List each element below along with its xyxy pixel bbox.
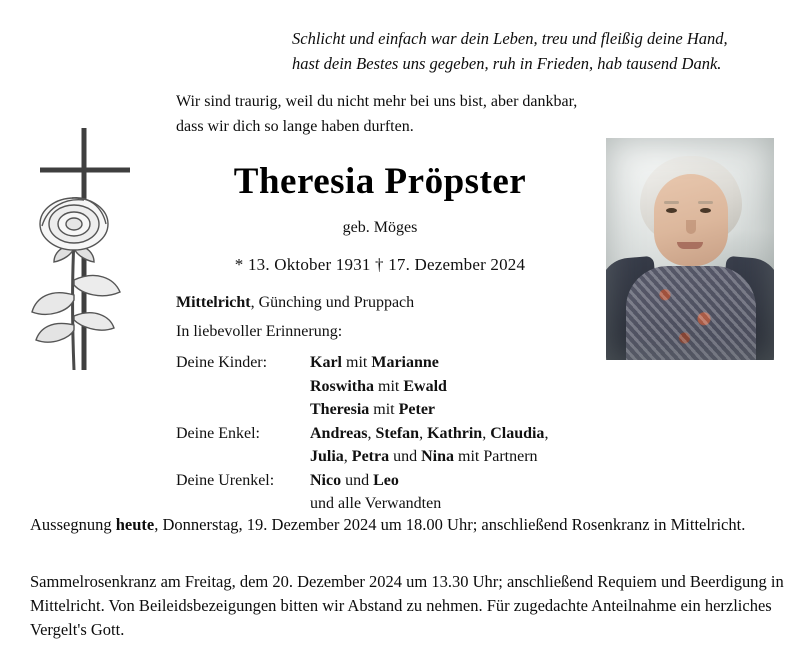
emphasis-text: heute xyxy=(115,515,155,534)
family-group-members xyxy=(310,351,636,422)
rose-icon xyxy=(32,198,120,370)
plain-text: und alle Verwandten xyxy=(310,495,442,512)
emphasis-text: Leo xyxy=(373,471,399,489)
emphasis-text: Ewald xyxy=(403,377,447,395)
memory-line: In liebevoller Erinnerung: xyxy=(176,323,343,340)
memorial-intro xyxy=(176,89,606,139)
emphasis-text: Julia xyxy=(310,448,344,465)
places-secondary: , Günching und Pruppach xyxy=(250,294,415,311)
emphasis-text: Theresia xyxy=(310,401,370,418)
verse-line-1: Schlicht und einfach war dein Leben, treu und fleißig deine Hand, xyxy=(292,29,728,48)
plain-text: , Donnerstag, 19. Dezember 2024 um 18.00 Uhr; anschließend Rosenkranz in Mittelricht. xyxy=(154,515,746,534)
rosenkranz-paragraph xyxy=(30,570,790,642)
intro-line-2: dass wir dich so lange haben durften. xyxy=(176,118,414,135)
family-group xyxy=(176,351,636,422)
emphasis-text: Stefan xyxy=(375,424,420,442)
emphasis-text: Kathrin xyxy=(427,424,483,442)
family-member-line xyxy=(310,422,636,446)
life-dates: * 13. Oktober 1931 † 17. Dezember 2024 xyxy=(234,255,526,274)
plain-text: und xyxy=(341,471,374,489)
memorial-verse xyxy=(292,26,792,76)
cross-rose-artwork xyxy=(22,120,172,490)
family-member-line xyxy=(310,469,636,493)
emphasis-text: Nina xyxy=(421,448,455,465)
family-group-label: Deine Urenkel: xyxy=(176,471,275,489)
plain-text: , xyxy=(419,424,428,442)
emphasis-text: Karl xyxy=(310,354,342,371)
plain-text: , xyxy=(367,424,376,442)
plain-text: , xyxy=(482,424,491,442)
plain-text: Sammelrosenkranz am Freitag, dem 20. Dezember 2024 um 13.30 Uhr; anschließend Requiem und Beerdigung in Mittelricht. Von Beileidsbezeigungen bitten wir Abstand zu nehmen. Für zugedachte Anteilnahme ein herzliches Vergelt's Gott. xyxy=(30,572,784,639)
emphasis-text: Peter xyxy=(398,401,436,418)
family-group-label: Deine Kinder: xyxy=(176,354,268,371)
family-member-line xyxy=(310,351,636,375)
plain-text: mit xyxy=(374,377,404,395)
emphasis-text: Marianne xyxy=(371,354,439,371)
emphasis-text: Claudia xyxy=(490,424,545,442)
family-group xyxy=(176,422,636,469)
plain-text: mit Partnern xyxy=(454,448,538,465)
plain-text: mit xyxy=(369,401,399,418)
emphasis-text: Roswitha xyxy=(310,377,375,395)
family-group-members xyxy=(310,422,636,469)
emphasis-text: Petra xyxy=(351,448,390,465)
family-member-line xyxy=(310,398,636,422)
portrait-photo xyxy=(606,138,774,360)
plain-text: , xyxy=(544,424,549,442)
plain-text: , xyxy=(343,448,352,465)
maiden-name: geb. Möges xyxy=(342,219,418,236)
family-group-members xyxy=(310,469,636,516)
intro-line-1: Wir sind traurig, weil du nicht mehr bei uns bist, aber dankbar, xyxy=(176,93,578,110)
family-list xyxy=(176,351,636,516)
family-member-line xyxy=(310,492,636,516)
emphasis-text: Nico xyxy=(310,471,342,489)
family-member-line xyxy=(310,445,636,469)
plain-text: und xyxy=(389,448,422,465)
places-line xyxy=(176,294,414,312)
verse-line-2: hast dein Bestes uns gegeben, ruh in Frieden, hab tausend Dank. xyxy=(292,54,722,73)
places-primary: Mittelricht xyxy=(176,294,251,311)
aussegnung-paragraph xyxy=(30,513,790,537)
family-group xyxy=(176,469,636,516)
deceased-name: Theresia Pröpster xyxy=(233,161,527,202)
emphasis-text: Andreas xyxy=(310,424,368,442)
plain-text: Aussegnung xyxy=(30,515,116,534)
plain-text: mit xyxy=(342,354,372,371)
family-member-line xyxy=(310,375,636,399)
family-group-label: Deine Enkel: xyxy=(176,424,260,442)
